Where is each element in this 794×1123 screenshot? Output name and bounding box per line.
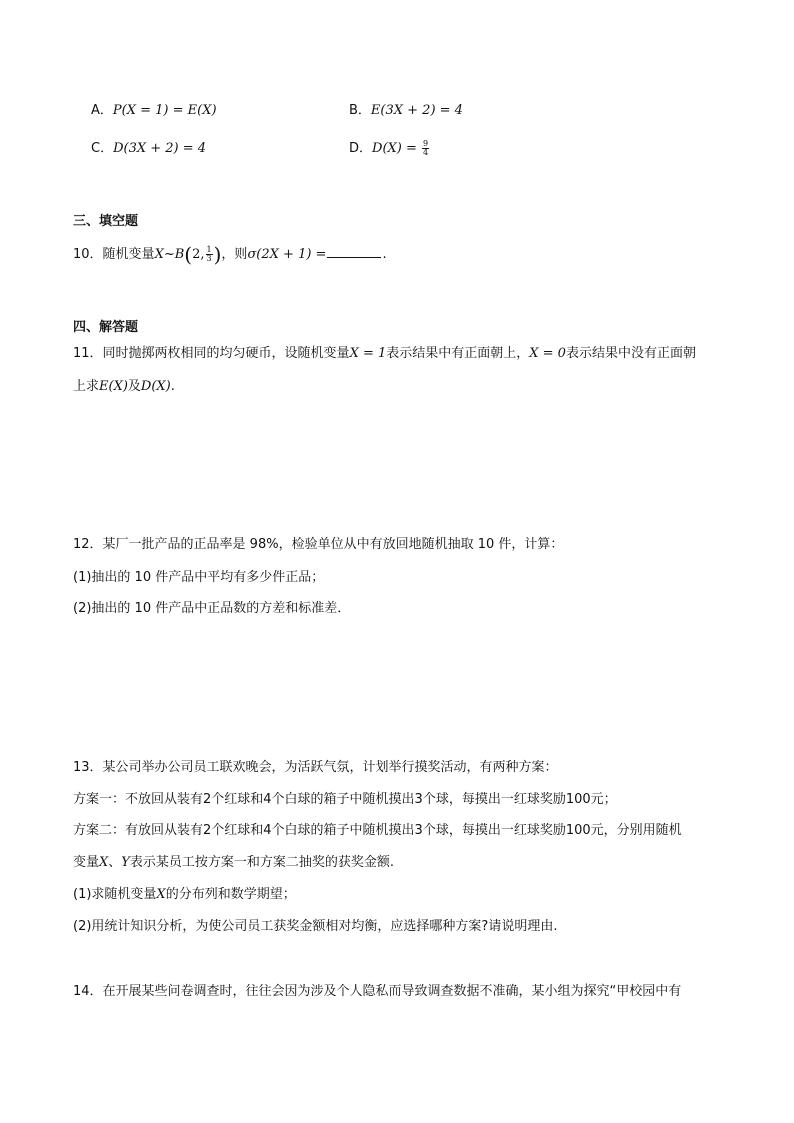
- option-c: [91, 140, 206, 158]
- q13-line4-b: 、: [108, 855, 122, 870]
- option-d-math: D(X) =: [372, 141, 421, 156]
- question-13-line-1: 13．某公司举办公司员工联欢晚会，为活跃气氛，计划举行摸奖活动，有两种方案：: [73, 760, 558, 775]
- question-13-line-6: (2)用统计知识分析，为使公司员工获奖金额相对均衡，应选择哪种方案?请说明理由.: [73, 919, 558, 934]
- option-a-label: A．: [91, 103, 113, 118]
- q10-end: .: [382, 247, 387, 262]
- q13-line5-b: 的分布列和数学期望；: [165, 887, 296, 902]
- q11-line2-m2: D(X): [140, 379, 171, 394]
- q11-line2-a: 上求: [73, 379, 100, 394]
- option-a-math: P(X = 1) = E(X): [112, 103, 217, 118]
- q10-close-paren: ): [213, 242, 222, 267]
- question-11-line-1: [73, 345, 696, 363]
- section-4-title: 四、解答题: [73, 320, 139, 335]
- q13-line5-m: X: [156, 887, 166, 902]
- q10-var: X: [154, 247, 164, 262]
- q10-answer-blank[interactable]: [327, 245, 381, 258]
- option-d-frac-num: 9: [423, 139, 429, 148]
- q13-line4-m2: Y: [121, 855, 130, 870]
- q10-text2: ，则: [221, 247, 248, 262]
- option-a: [91, 102, 217, 120]
- q10-tilde: ~: [163, 247, 175, 262]
- q13-line4-m1: X: [99, 855, 109, 870]
- q10-frac-num: 1: [206, 245, 212, 254]
- q11-line2-c: .: [170, 379, 175, 394]
- q10-frac-den: 3: [206, 254, 212, 263]
- q13-line4-a: 变量: [73, 855, 100, 870]
- question-12-line-3: (2)抽出的 10 件产品中正品数的方差和标准差．: [73, 601, 351, 616]
- q10-expr: σ(2X + 1) =: [247, 247, 327, 262]
- q11-line1-a: 同时抛掷两枚相同的均匀硬币，设随机变量: [102, 346, 350, 361]
- option-d: [349, 140, 430, 158]
- q10-text1: 随机变量: [102, 247, 155, 262]
- q13-line4-c: 表示某员工按方案一和方案二抽奖的获奖金额.: [129, 855, 395, 870]
- question-12-line-2: (1)抽出的 10 件产品中平均有多少件正品；: [73, 570, 325, 585]
- q13-line5-a: (1)求随机变量: [73, 887, 157, 902]
- option-b: [349, 102, 463, 120]
- q10-number: 10．: [73, 247, 103, 262]
- question-13-line-3: 方案二：有放回从装有2个红球和4个白球的箱子中随机摸出3个球，每摸出一红球奖励100元，分别用随机: [73, 823, 682, 838]
- option-c-math: D(3X + 2) = 4: [113, 141, 207, 156]
- question-13-line-2: 方案一：不放回从装有2个红球和4个白球的箱子中随机摸出3个球，每摸出一红球奖励100元；: [73, 792, 617, 807]
- question-12-line-1: 12．某厂一批产品的正品率是 98%，检验单位从中有放回地随机抽取 10 件，计算：: [73, 537, 564, 552]
- q10-fraction: [206, 246, 213, 263]
- option-d-frac-den: 4: [423, 148, 429, 157]
- q11-line1-m2: X = 0: [529, 346, 566, 361]
- q10-dist: B: [174, 247, 185, 262]
- q10-open-paren: (: [184, 242, 193, 267]
- q11-line1-c: 表示结果中没有正面朝: [565, 346, 696, 361]
- section-3-title: 三、填空题: [73, 214, 139, 229]
- option-b-label: B．: [349, 103, 371, 118]
- q10-param-n: 2,: [192, 247, 205, 262]
- question-10: [73, 242, 387, 267]
- q11-line1-b: 表示结果中有正面朝上，: [386, 346, 530, 361]
- q11-line2-m1: E(X): [99, 379, 128, 394]
- option-c-label: C．: [91, 141, 114, 156]
- q11-line1-m1: X = 1: [349, 346, 387, 361]
- option-d-fraction: [422, 140, 429, 157]
- question-14-line-1: 14．在开展某些问卷调查时，往往会因为涉及个人隐私而导致调查数据不准确，某小组为探究“甲校园中有: [73, 984, 682, 999]
- option-d-label: D．: [349, 141, 373, 156]
- q11-number: 11．: [73, 346, 103, 361]
- question-13-line-4: [73, 854, 394, 872]
- q11-line2-b: 及: [127, 379, 141, 394]
- option-b-math: E(3X + 2) = 4: [370, 103, 463, 118]
- question-11-line-2: [73, 378, 175, 396]
- question-13-line-5: [73, 886, 296, 904]
